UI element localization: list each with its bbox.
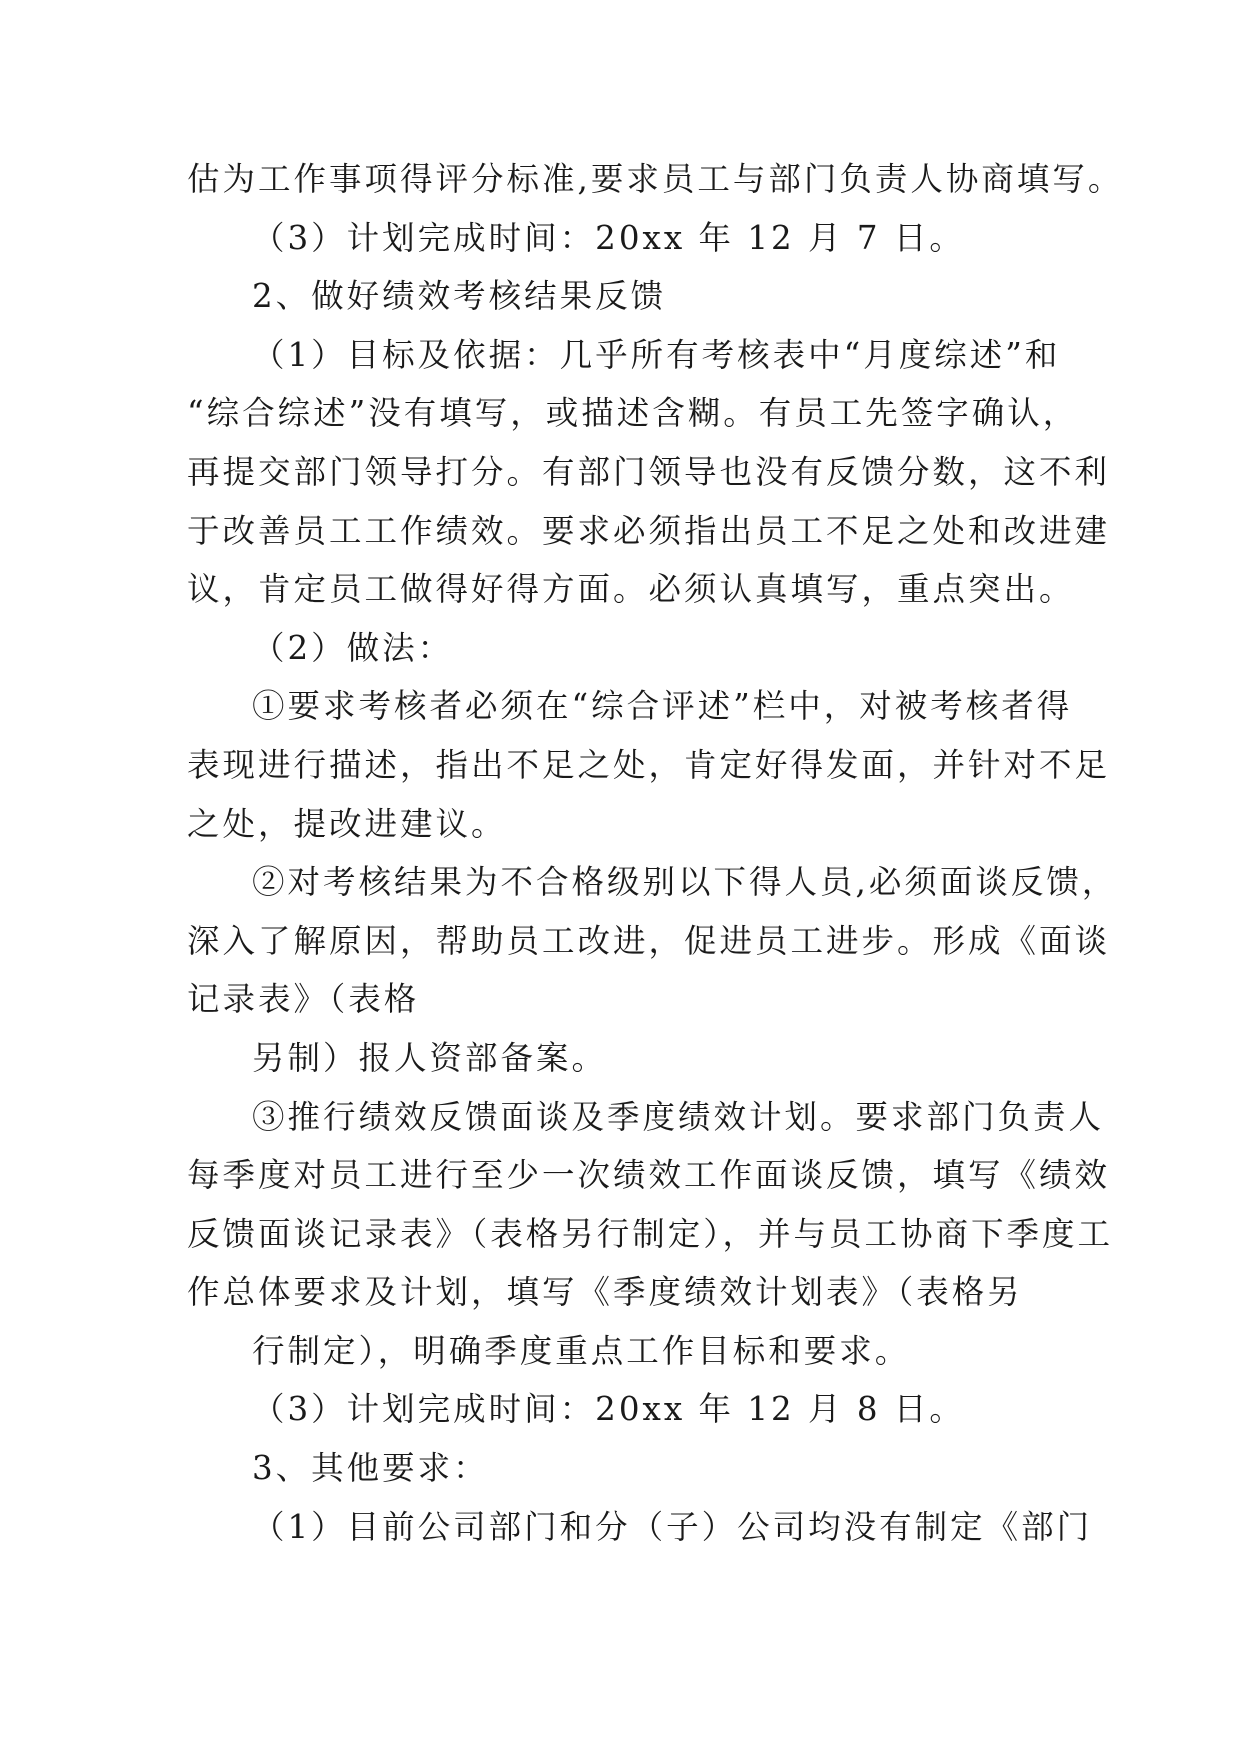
paragraph-line: 深入了解原因，帮助员工改进，促进员工进步。形成《面谈 bbox=[187, 921, 1111, 960]
paragraph-line: “综合综述”没有填写，或描述含糊。有员工先签字确认， bbox=[187, 394, 1079, 433]
document-body bbox=[187, 150, 1167, 1556]
paragraph-line: 反馈面谈记录表》（表格另行制定），并与员工协商下季度工 bbox=[187, 1214, 1114, 1253]
paragraph-line: ①要求考核者必须在“综合评述”栏中，对被考核者得 bbox=[252, 687, 1073, 726]
paragraph-line: 每季度对员工进行至少一次绩效工作面谈反馈，填写《绩效 bbox=[187, 1156, 1111, 1195]
section-heading: 2、做好绩效考核结果反馈 bbox=[252, 277, 667, 316]
paragraph-line: 表现进行描述，指出不足之处，肯定好得发面，并针对不足 bbox=[187, 745, 1111, 784]
paragraph-line: （2）做法： bbox=[252, 628, 454, 667]
paragraph-line: ③推行绩效反馈面谈及季度绩效计划。要求部门负责人 bbox=[252, 1097, 1105, 1136]
paragraph-line: （3）计划完成时间：20xx 年 12 月 8 日。 bbox=[252, 1390, 965, 1429]
paragraph-line: 记录表》（表格 bbox=[187, 980, 420, 1019]
paragraph-line: 作总体要求及计划，填写《季度绩效计划表》（表格另 bbox=[187, 1273, 1023, 1312]
paragraph-line: （1）目前公司部门和分（子）公司均没有制定《部门 bbox=[252, 1507, 1093, 1546]
paragraph-line: 再提交部门领导打分。有部门领导也没有反馈分数，这不利 bbox=[187, 452, 1111, 491]
paragraph-line: 另制）报人资部备案。 bbox=[252, 1038, 608, 1077]
paragraph-line: （3）计划完成时间：20xx 年 12 月 7 日。 bbox=[252, 218, 965, 257]
paragraph-line: 议，肯定员工做得好得方面。必须认真填写，重点突出。 bbox=[187, 570, 1075, 609]
paragraph-line: 于改善员工工作绩效。要求必须指出员工不足之处和改进建 bbox=[187, 511, 1111, 550]
paragraph-line: 之处，提改进建议。 bbox=[187, 804, 507, 843]
paragraph-line: 行制定），明确季度重点工作目标和要求。 bbox=[252, 1331, 911, 1370]
paragraph-line: ②对考核结果为不合格级别以下得人员,必须面谈反馈， bbox=[252, 863, 1118, 902]
paragraph-line: （1）目标及依据：几乎所有考核表中“月度综述”和 bbox=[252, 335, 1061, 374]
section-heading: 3、其他要求： bbox=[252, 1449, 489, 1488]
paragraph-line: 估为工作事项得评分标准,要求员工与部门负责人协商填写。 bbox=[187, 160, 1124, 198]
